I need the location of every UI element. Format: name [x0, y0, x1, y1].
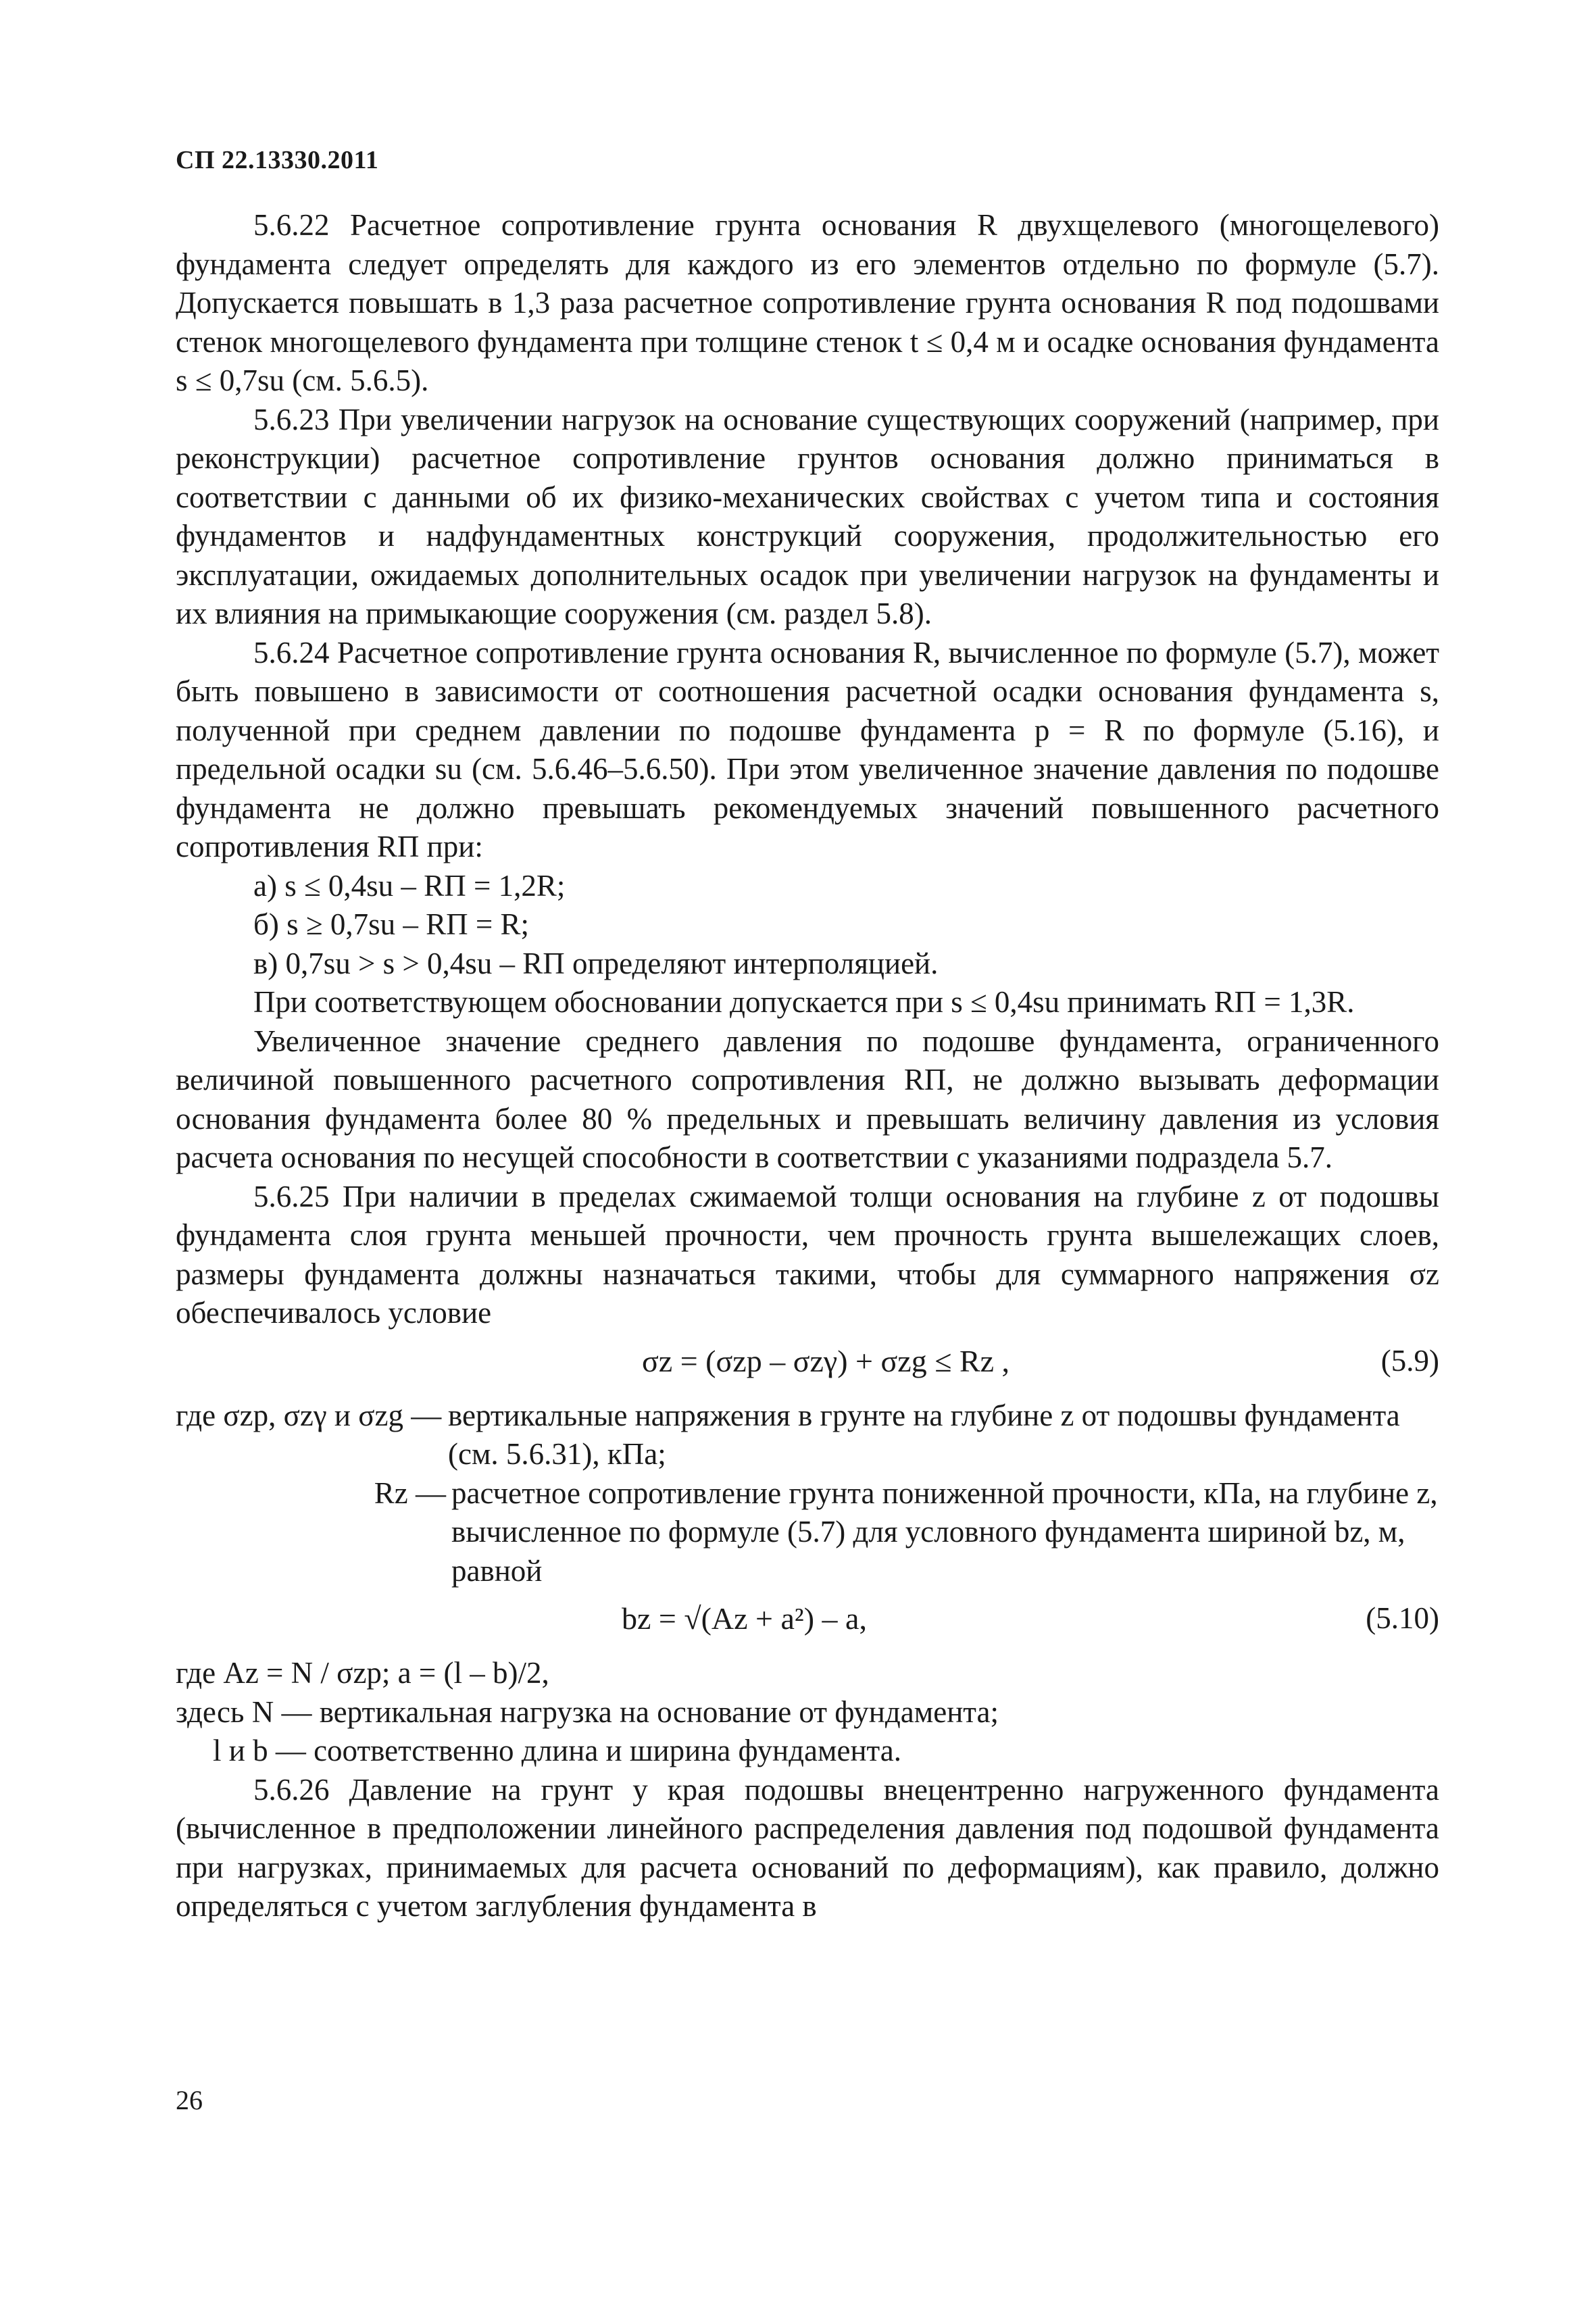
list-item-v: в) 0,7su > s > 0,4su – RП определяют интерполяцией.: [253, 946, 939, 980]
page-number: 26: [176, 2085, 203, 2115]
paragraph-increased-pressure: Увеличенное значение среднего давления по подошве фундамента, ограниченного величиной повышенного расчетного сопротивления RП, не должно вызывать деформации основания фундамента более 80 % предельных и превышать величину давления из условия расчета основания по несущей способности в соответствии с указаниями подраздела 5.7.: [176, 1024, 1439, 1174]
document-header: СП 22.13330.2011: [176, 146, 379, 174]
list-item-a: а) s ≤ 0,4su – RП = 1,2R;: [253, 868, 566, 903]
formula-5-9-number: (5.9): [1380, 1343, 1439, 1378]
formula-5-9-line: [176, 1336, 1439, 1387]
where-def-rz: расчетное сопротивление грунта пониженной прочности, кПа, на глубине z, вычисленное по формуле (5.7) для условного фундамента шириной bz, м, равной: [451, 1476, 1438, 1588]
where-line-l-b: l и b — соответственно длина и ширина фундамента.: [213, 1734, 901, 1767]
paragraph-5-6-24: 5.6.24 Расчетное сопротивление грунта основания R, вычисленное по формуле (5.7), может быть повышено в зависимости от соотношения расчетной осадки основания фундамента s, полученной при среднем давлении по подошве фундамента p = R по формуле (5.16), и предельной осадки su (см. 5.6.46–5.6.50). При этом увеличенное значение давления по подошве фундамента не должно превышать рекомендуемых значений повышенного расчетного сопротивления RП при:: [176, 635, 1439, 863]
where-block-5-9-term1: [176, 1397, 1439, 1474]
page-body: [176, 206, 1439, 1926]
paragraph-5-6-23: 5.6.23 При увеличении нагрузок на основание существующих сооружений (например, при реконструкции) расчетное сопротивление грунтов основания должно приниматься в соответствии с данными об их физико-механических свойствах с учетом типа и состояния фундаментов и надфундаментных конструкций сооружения, продолжительностью его эксплуатации, ожидаемых дополнительных осадок при увеличении нагрузок на фундаменты и их влияния на примыкающие сооружения (см. раздел 5.8).: [176, 402, 1439, 630]
where-def-sigma: вертикальные напряжения в грунте на глубине z от подошвы фундамента (см. 5.6.31), кПа;: [448, 1398, 1400, 1471]
where-term-sigma: где σzp, σzγ и σzg —: [176, 1398, 442, 1432]
formula-5-10-number: (5.10): [1366, 1601, 1439, 1636]
paragraph-5-6-26: 5.6.26 Давление на грунт у края подошвы внецентренно нагруженного фундамента (вычисленное в предположении линейного распределения давления под подошвой фундамента при нагрузках, принимаемых для расчета оснований по деформациям), как правило, должно определяться с учетом заглубления фундамента в: [176, 1772, 1439, 1923]
paragraph-5-6-25: 5.6.25 При наличии в пределах сжимаемой толщи основания на глубине z от подошвы фундамента слоя грунта меньшей прочности, чем прочность грунта вышележащих слоев, размеры фундамента должны назначаться такими, чтобы для суммарного напряжения σz обеспечивалось условие: [176, 1179, 1439, 1330]
paragraph-5-6-22: 5.6.22 Расчетное сопротивление грунта основания R двухщелевого (многощелевого) фундамента следует определять для каждого из его элементов отдельно по формуле (5.7). Допускается повышать в 1,3 раза расчетное сопротивление грунта основания R под подошвами стенок многощелевого фундамента при толщине стенок t ≤ 0,4 м и осадке основания фундамента s ≤ 0,7su (см. 5.6.5).: [176, 208, 1439, 397]
where-term-rz: Rz —: [374, 1476, 446, 1510]
formula-5-10: bz = √(Az + a²) – a,: [622, 1601, 867, 1636]
where-line-n: здесь N — вертикальная нагрузка на основание от фундамента;: [176, 1694, 999, 1729]
where-line-az: где Az = N / σzp; a = (l – b)/2,: [176, 1656, 549, 1690]
list-item-b: б) s ≥ 0,7su – RП = R;: [253, 907, 530, 941]
formula-5-10-line: [176, 1593, 1439, 1644]
formula-5-9: σz = (σzp – σzγ) + σzg ≤ Rz ,: [642, 1343, 1010, 1378]
where-block-5-9-term2: [176, 1474, 1439, 1591]
paragraph-justification: При соответствующем обосновании допускается при s ≤ 0,4su принимать RП = 1,3R.: [253, 985, 1355, 1019]
